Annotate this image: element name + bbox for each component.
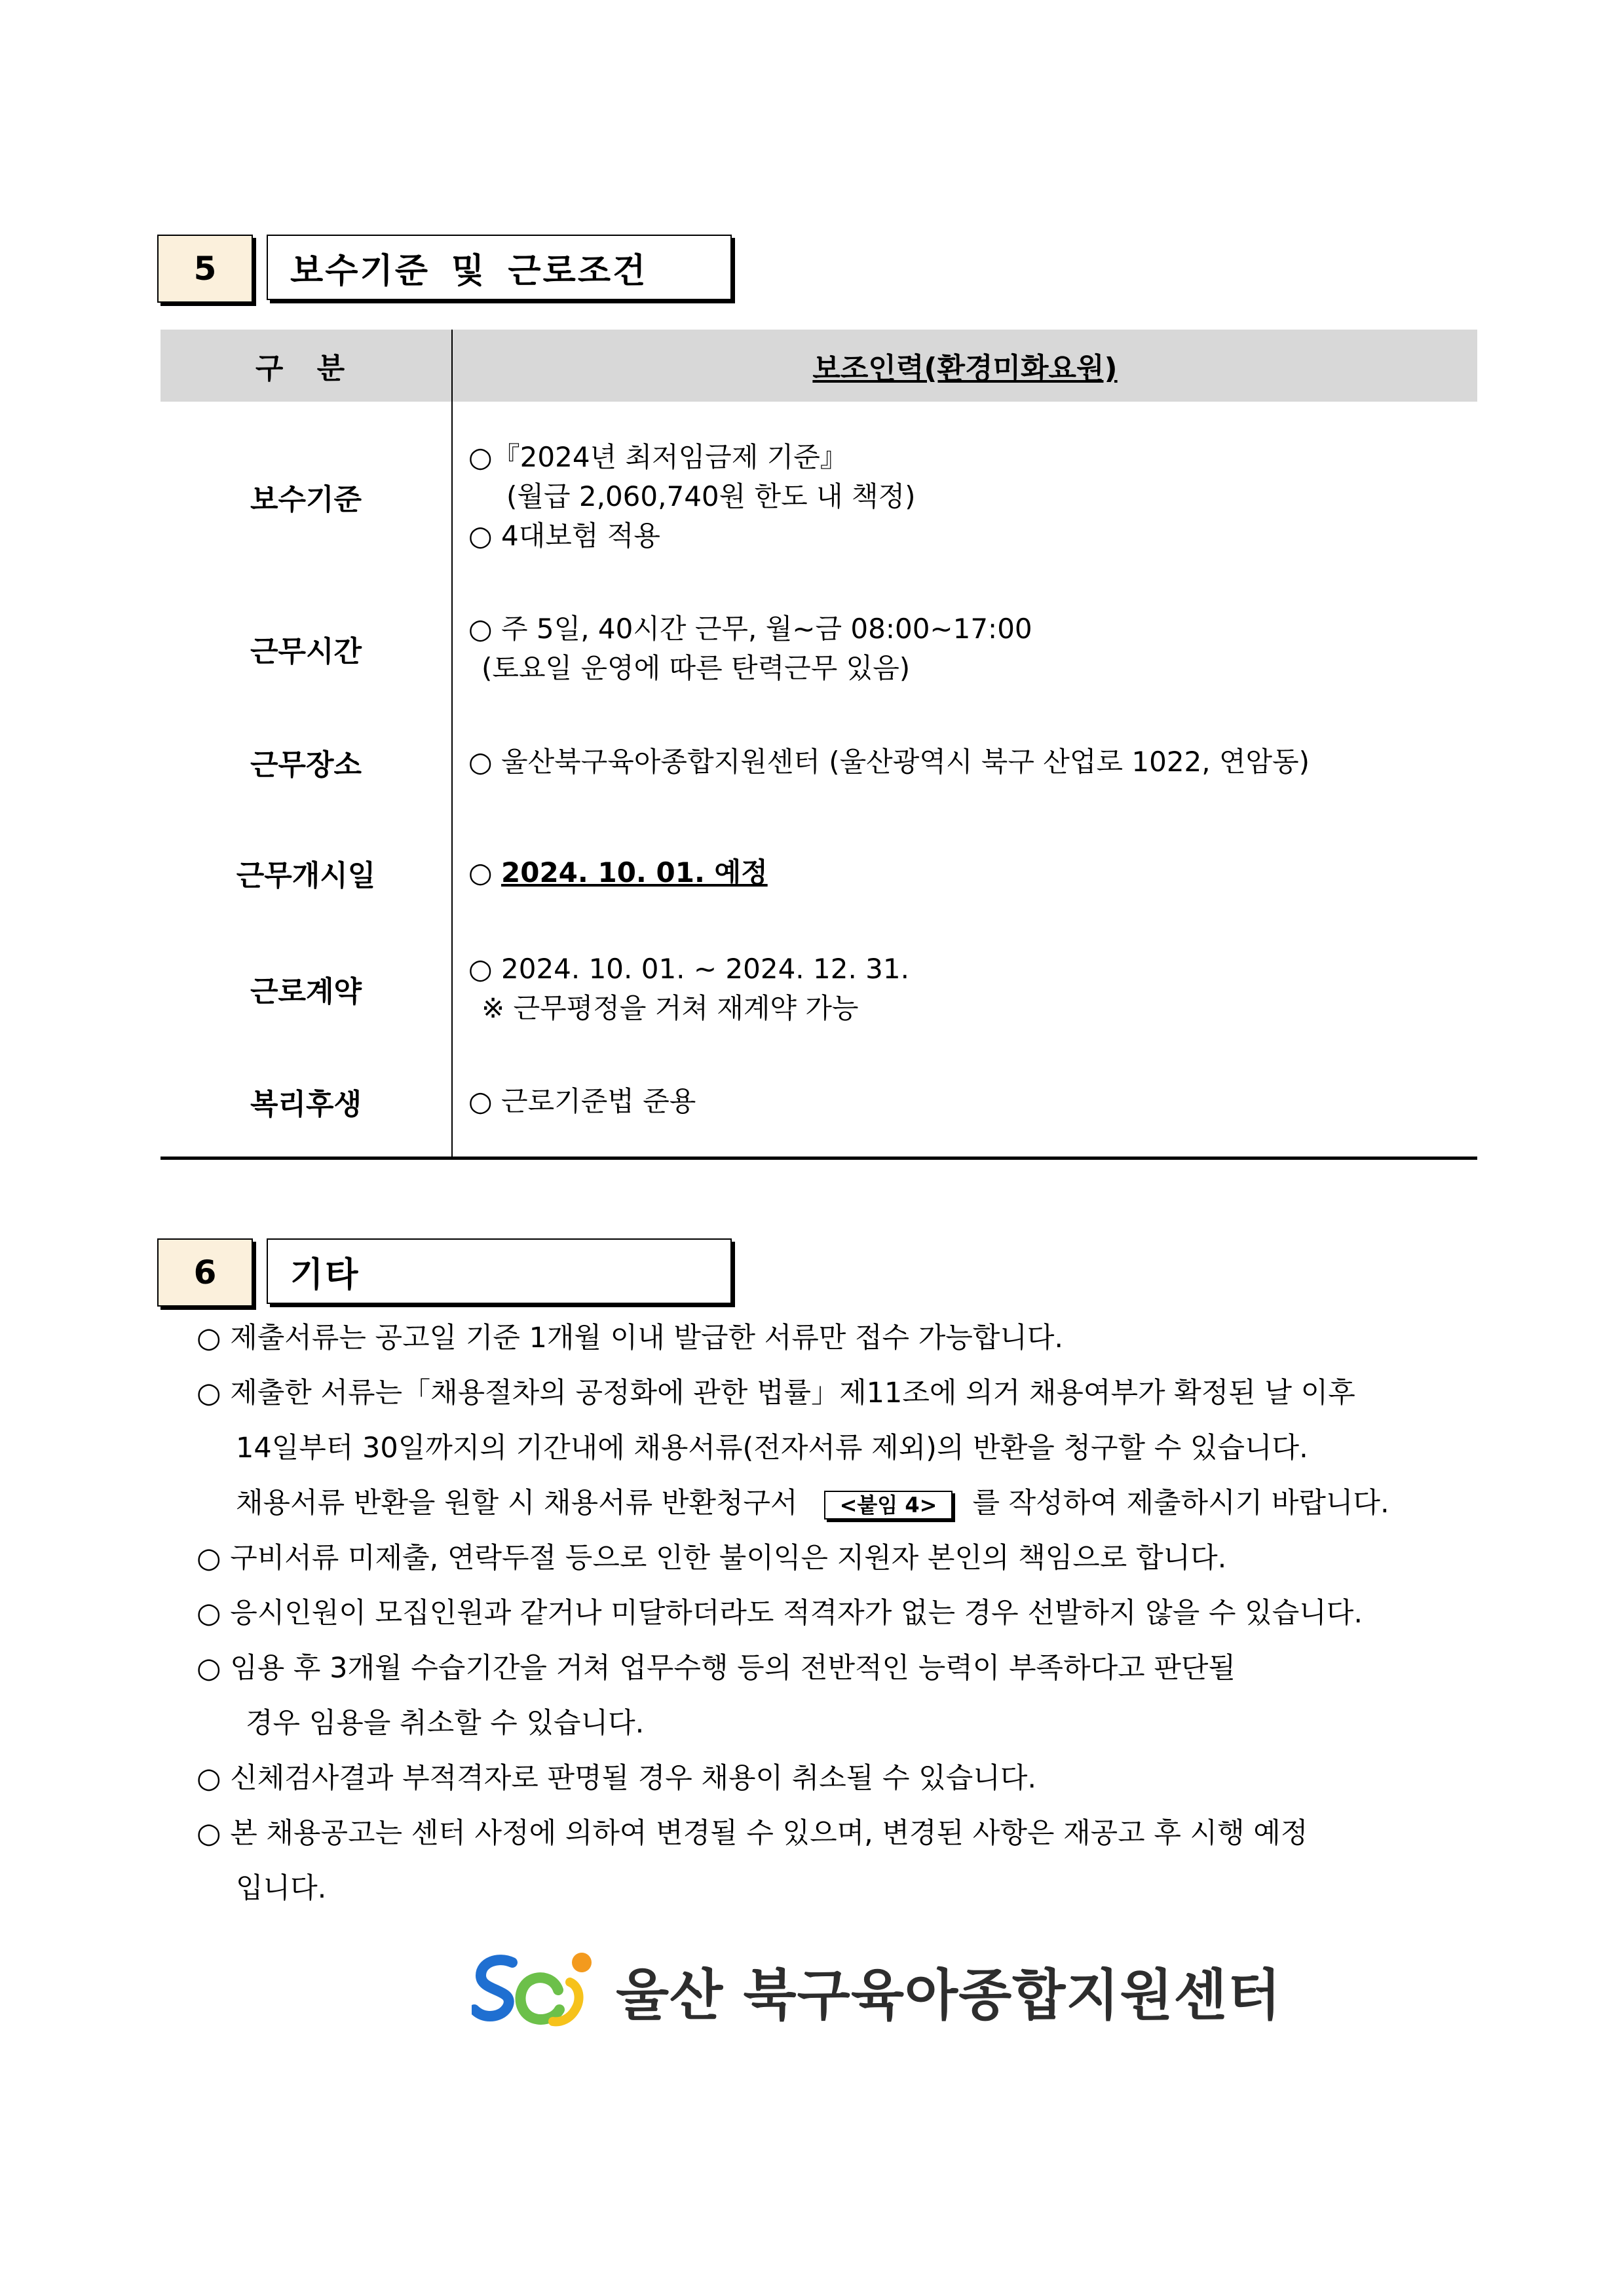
- note-item: ○ 임용 후 3개월 수습기간을 거쳐 업무수행 등의 전반적인 능력이 부족하다고 판단될: [197, 1652, 1236, 1685]
- note-item: ○ 신체검사결과 부적격자로 판명될 경우 채용이 취소될 수 있습니다.: [197, 1762, 1037, 1795]
- table-header-row: [161, 330, 1477, 402]
- notes-list: [197, 1311, 1481, 1916]
- center-logo: [472, 1938, 1281, 2043]
- center-logo-text: 울산 북구육아종합지원센터: [616, 1962, 1281, 2027]
- row-value: ○ 주 5일, 40시간 근무, 월~금 08:00~17:00 (토요일 운영에 따른 탄력근무 있음): [468, 613, 1032, 684]
- row-label: 보수기준: [161, 406, 452, 588]
- table-row: [161, 814, 1477, 931]
- section-title: 보수기준 및 근로조건: [267, 235, 732, 300]
- note-item: ○ 제출한 서류는「채용절차의 공정화에 관한 법률」제11조에 의거 채용여부가 확정된 날 이후: [197, 1377, 1355, 1409]
- row-label: 근로계약: [161, 931, 452, 1046]
- section-number: 5: [157, 235, 253, 303]
- row-label: 근무장소: [161, 710, 452, 814]
- row-value: ○ 2024. 10. 01. ~ 2024. 12. 31. ※ 근무평정을 거쳐 재계약 가능: [468, 953, 909, 1024]
- row-label: 근무개시일: [161, 814, 452, 931]
- note-continuation: 경우 임용을 취소할 수 있습니다.: [246, 1707, 645, 1740]
- table-row: [161, 1046, 1477, 1158]
- row-value: ○ 2024. 10. 01. 예정: [468, 856, 768, 889]
- table-row: [161, 710, 1477, 814]
- conditions-table: [161, 330, 1477, 1160]
- table-row: [161, 931, 1477, 1046]
- note-continuation: 채용서류 반환을 원할 시 채용서류 반환청구서 <붙임 4> 를 작성하여 제출하시기 바랍니다.: [236, 1487, 1389, 1520]
- header-position: 보조인력(환경미화요원): [452, 330, 1477, 402]
- attachment-tag: <붙임 4>: [824, 1491, 953, 1520]
- section-number: 6: [157, 1238, 253, 1307]
- start-date-highlight: 2024. 10. 01. 예정: [501, 856, 768, 889]
- row-value: ○『2024년 최저임금제 기준』 (월급 2,060,740원 한도 내 책정) ○ 4대보험 적용: [468, 441, 916, 552]
- note-continuation: 14일부터 30일까지의 기간내에 채용서류(전자서류 제외)의 반환을 청구할 수 있습니다.: [236, 1432, 1308, 1464]
- row-label: 근무시간: [161, 588, 452, 710]
- note-item: ○ 제출서류는 공고일 기준 1개월 이내 발급한 서류만 접수 가능합니다.: [197, 1322, 1064, 1354]
- note-item: ○ 본 채용공고는 센터 사정에 의하여 변경될 수 있으며, 변경된 사항은 재공고 후 시행 예정: [197, 1817, 1308, 1850]
- header-category: 구 분: [161, 330, 452, 402]
- section-title: 기타: [267, 1238, 732, 1304]
- center-logo-icon: [472, 1948, 596, 2033]
- note-item: ○ 응시인원이 모집인원과 같거나 미달하더라도 적격자가 없는 경우 선발하지 않을 수 있습니다.: [197, 1597, 1363, 1630]
- table-row: [161, 588, 1477, 710]
- row-value: ○ 울산북구육아종합지원센터 (울산광역시 북구 산업로 1022, 연암동): [468, 746, 1310, 778]
- note-continuation: 입니다.: [236, 1872, 327, 1905]
- table-row: [161, 406, 1477, 588]
- note-item: ○ 구비서류 미제출, 연락두절 등으로 인한 불이익은 지원자 본인의 책임으로 합니다.: [197, 1542, 1227, 1575]
- row-value: ○ 근로기준법 준용: [452, 1046, 1477, 1158]
- row-label: 복리후생: [161, 1046, 452, 1158]
